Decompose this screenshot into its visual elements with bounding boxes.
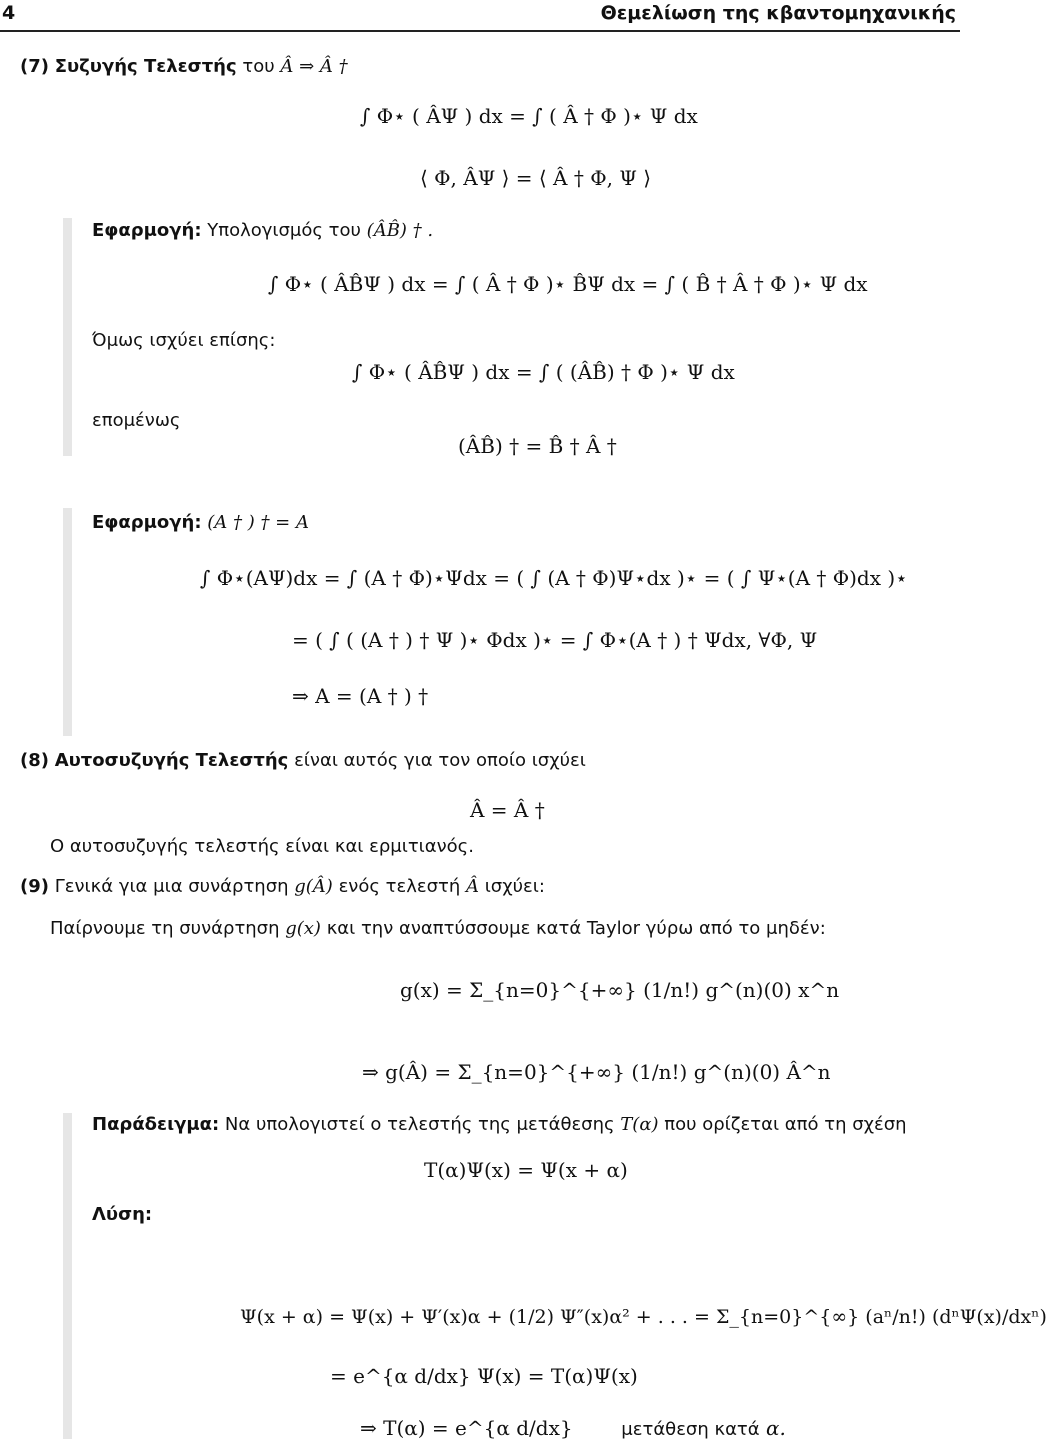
product-adjoint-result: (ÂB̂) † = B̂ † Â † [458, 434, 617, 458]
translation-result-alpha: α. [766, 1416, 786, 1440]
self-adjoint-equation: Â = Â † [470, 798, 545, 822]
header-rule [0, 30, 960, 32]
example-label: Παράδειγμα: [92, 1114, 220, 1135]
translation-definition-equation: T(α)Ψ(x) = Ψ(x + α) [424, 1158, 628, 1182]
section-9-text-b: ενός τελεστή [338, 876, 461, 897]
section-8-title: Αυτοσυζυγής Τελεστής [54, 750, 289, 771]
taylor-text-a: Παίρνουμε τη συνάρτηση [50, 918, 280, 939]
section-7-label: (7) [20, 56, 49, 77]
section-7-math: Â ⇒ Â † [280, 56, 348, 77]
application-1-math: (ÂB̂) † . [366, 220, 434, 241]
double-adjoint-result: ⇒ A = (A † ) † [292, 684, 429, 708]
example-text-b: που ορίζεται από τη σχέση [664, 1114, 907, 1135]
section-7-title: Συζυγής Τελεστής [54, 56, 237, 77]
section-9-math-a: g(Â) [294, 876, 333, 897]
section-8-text: είναι αυτός για τον οποίο ισχύει [294, 750, 586, 771]
product-adjoint-equation-2: ∫ Φ⋆ ( ÂB̂Ψ ) dx = ∫ ( (ÂB̂) † Φ )⋆ Ψ dx [352, 360, 735, 384]
translation-result-text: μετάθεση κατά [621, 1419, 760, 1440]
application-2-math: (A † ) † = A [207, 512, 309, 533]
margin-bar [63, 218, 72, 456]
section-9-math-b: Â [465, 876, 479, 897]
taylor-math: g(x) [285, 918, 321, 939]
example-heading [92, 1114, 907, 1135]
product-adjoint-equation-1: ∫ Φ⋆ ( ÂB̂Ψ ) dx = ∫ ( Â † Φ )⋆ B̂Ψ dx = ∫ ( B̂ † Â † Φ )⋆ Ψ dx [268, 272, 868, 296]
application-2-heading [92, 512, 309, 533]
application-2-label: Εφαρμογή: [92, 512, 202, 533]
also-holds-label: Όμως ισχύει επίσης: [92, 330, 276, 351]
double-adjoint-equation-1: ∫ Φ⋆(AΨ)dx = ∫ (A † Φ)⋆Ψdx = ( ∫ (A † Φ)Ψ⋆dx )⋆ = ( ∫ Ψ⋆(A † Φ)dx )⋆ [200, 566, 908, 590]
adjoint-definition-equation: ∫ Φ⋆ ( ÂΨ ) dx = ∫ ( Â † Φ )⋆ Ψ dx [360, 104, 698, 128]
margin-bar [63, 508, 72, 736]
section-7-text: του [242, 56, 275, 77]
margin-bar [63, 1113, 72, 1439]
adjoint-inner-product-equation: ⟨ Φ, ÂΨ ⟩ = ⟨ Â † Φ, Ψ ⟩ [420, 166, 652, 190]
solution-label: Λύση: [92, 1204, 153, 1225]
translation-exponential-equation: = e^{α d/dx} Ψ(x) = T(α)Ψ(x) [330, 1364, 638, 1388]
application-1-heading [92, 220, 433, 241]
section-8-heading [20, 750, 586, 771]
section-9-heading [20, 876, 545, 897]
taylor-intro [50, 918, 826, 939]
running-title: Θεμελίωση της κβαντομηχανικής [600, 2, 956, 24]
operator-function-equation: ⇒ g(Â) = Σ_{n=0}^{+∞} (1/n!) g^(n)(0) Â^n [362, 1060, 831, 1084]
translation-series-equation: Ψ(x + α) = Ψ(x) + Ψ′(x)α + (1/2) Ψ″(x)α² + . . . = Σ_{n=0}^{∞} (aⁿ/n!) (dⁿΨ(x)/dxⁿ) [240, 1306, 1047, 1328]
section-9-text-c: ισχύει: [484, 876, 545, 897]
translation-result-equation: ⇒ T(α) = e^{α d/dx} [360, 1416, 573, 1440]
section-8-label: (8) [20, 750, 49, 771]
hence-label: επομένως [92, 410, 181, 431]
example-math: T(α) [620, 1114, 659, 1135]
application-1-text: Υπολογισμός του [207, 220, 361, 241]
double-adjoint-equation-2: = ( ∫ ( (A † ) † Ψ )⋆ Φdx )⋆ = ∫ Φ⋆(A † ) † Ψdx, ∀Φ, Ψ [292, 628, 818, 652]
application-1-label: Εφαρμογή: [92, 220, 202, 241]
section-7-heading [20, 56, 348, 77]
example-text-a: Να υπολογιστεί ο τελεστής της μετάθεσης [224, 1114, 615, 1135]
taylor-text-b: και την αναπτύσσουμε κατά Taylor γύρω από το μηδέν: [326, 918, 826, 939]
translation-result-line [360, 1416, 786, 1440]
section-9-text-a: Γενικά για μια συνάρτηση [54, 876, 289, 897]
section-9-label: (9) [20, 876, 49, 897]
taylor-series-equation: g(x) = Σ_{n=0}^{+∞} (1/n!) g^(n)(0) x^n [400, 978, 840, 1002]
page-number: 4 [2, 2, 16, 24]
self-adjoint-note: Ο αυτοσυζυγής τελεστής είναι και ερμιτιανός. [50, 836, 474, 857]
